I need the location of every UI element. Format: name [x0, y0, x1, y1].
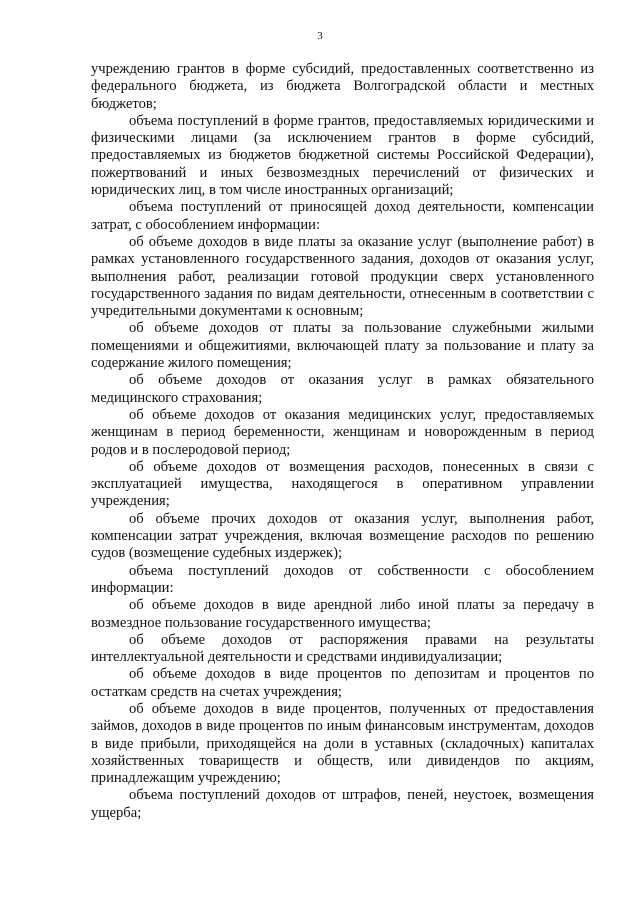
paragraph: объема поступлений от приносящей доход деятельности, компенсации затрат, с обособлением информации: [91, 199, 594, 233]
paragraph: учреждению грантов в форме субсидий, предоставленных соответственно из федерального бюджета, из бюджета Волгоградской области и местных бюджетов; [91, 61, 594, 112]
paragraph: об объеме доходов от платы за пользование служебными жилыми помещениями и общежитиями, включающей плату за пользование и плату за содержание жилого помещения; [91, 320, 594, 372]
paragraph: объема поступлений доходов от собственности с обособлением информации: [91, 562, 594, 596]
paragraph: об объеме доходов в виде процентов, полученных от предоставления займов, доходов в виде процентов по иным финансовым инструментам, доходов в виде прибыли, приходящейся на доли в уставных (складочных) капиталах хозяйственных товариществ и обществ, или дивидендов по акциям, принадлежащим учреждению; [91, 700, 594, 787]
paragraph: об объеме доходов в виде платы за оказание услуг (выполнение работ) в рамках установленного государственного задания, доходов от оказания услуг, выполнения работ, реализации готовой продукции сверх установленного государственного задания по видам деятельности, отнесенным в соответствии с учредительными документами к основным; [91, 233, 594, 320]
paragraph: объема поступлений доходов от штрафов, пеней, неустоек, возмещения ущерба; [91, 787, 594, 821]
paragraph: об объеме доходов от оказания услуг в рамках обязательного медицинского страхования; [91, 372, 594, 406]
paragraph: об объеме доходов в виде арендной либо иной платы за передачу в возмездное пользование государственного имущества; [91, 597, 594, 631]
paragraph: об объеме доходов от распоряжения правами на результаты интеллектуальной деятельности и средствами индивидуализации; [91, 631, 594, 666]
page-number: 3 [317, 30, 323, 42]
document-body [91, 61, 594, 822]
paragraph: об объеме доходов от возмещения расходов, понесенных в связи с эксплуатацией имущества, находящегося в оперативном управлении учреждения; [91, 458, 594, 510]
paragraph: об объеме доходов в виде процентов по депозитам и процентов по остаткам средств на счетах учреждения; [91, 666, 594, 700]
paragraph: объема поступлений в форме грантов, предоставляемых юридическими и физическими лицами (за исключением грантов в форме субсидий, предоставляемых из бюджетов бюджетной системы Российской Федерации), пожертвований и иных безвозмездных перечислений от физических и юридических лиц, в том числе иностранных организаций; [91, 112, 594, 199]
paragraph: об объеме доходов от оказания медицинских услуг, предоставляемых женщинам в период беременности, женщинам и новорожденным в период родов и в послеродовой период; [91, 406, 594, 458]
paragraph: об объеме прочих доходов от оказания услуг, выполнения работ, компенсации затрат учреждения, включая возмещение расходов по решению судов (возмещение судебных издержек); [91, 510, 594, 562]
